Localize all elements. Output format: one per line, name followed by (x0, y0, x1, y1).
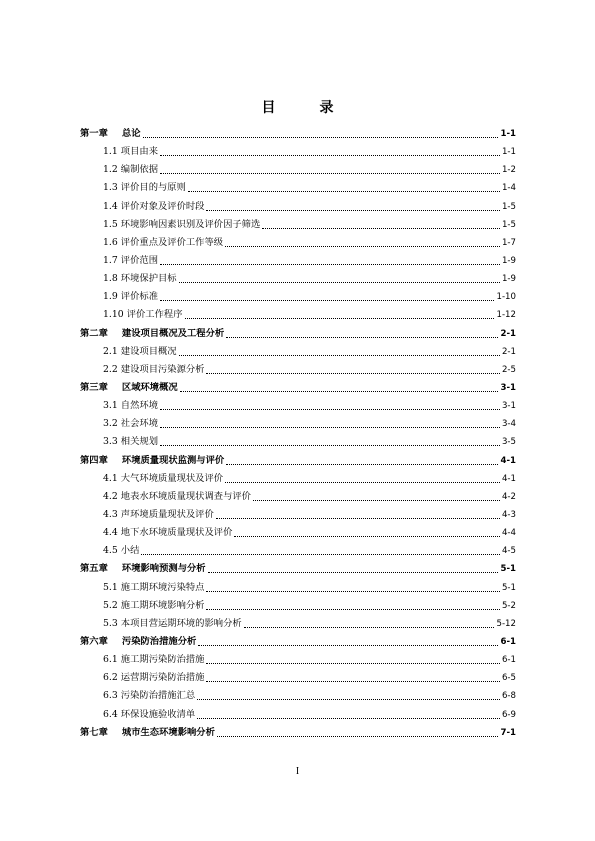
page-title (0, 97, 595, 117)
toc-entry-page: 1-7 (501, 237, 516, 248)
toc-entry-label: 社会环境 (120, 418, 158, 430)
toc-chapter-entry[interactable] (80, 125, 516, 143)
toc-entry-number: 6.1 (103, 654, 118, 666)
toc-entry-label: 污染防治措施汇总 (120, 690, 196, 702)
toc-entry-label: 编制依据 (120, 164, 158, 176)
toc-entry-page: 1-1 (500, 129, 516, 139)
toc-section-entry[interactable] (80, 397, 516, 415)
toc-entry-number: 3.2 (103, 418, 118, 430)
toc-entry-page: 4-4 (501, 528, 516, 539)
toc-entry-page: 3-5 (501, 437, 516, 448)
dot-leader (226, 329, 498, 339)
toc-section-entry[interactable] (80, 506, 516, 524)
dot-leader (160, 165, 500, 175)
dot-leader (244, 619, 495, 629)
dot-leader (197, 710, 500, 720)
toc-entry-label: 污染防治措施分析 (121, 635, 197, 647)
dot-leader (262, 220, 500, 230)
toc-entry-page: 5-2 (501, 600, 516, 611)
toc-entry-label: 施工期污染防治措施 (120, 654, 205, 666)
toc-section-entry[interactable] (80, 361, 516, 379)
toc-entry-label: 环境保护目标 (120, 273, 177, 285)
dot-leader (197, 691, 500, 701)
dot-leader (143, 129, 499, 139)
toc-entry-page: 1-12 (496, 310, 516, 321)
toc-section-entry[interactable] (80, 542, 516, 560)
dot-leader (141, 546, 500, 556)
dot-leader (253, 492, 500, 502)
toc-entry-number: 1.6 (103, 236, 118, 248)
dot-leader (206, 673, 499, 683)
dot-leader (185, 310, 495, 320)
dot-leader (216, 510, 500, 520)
toc-entry-page: 6-1 (500, 636, 516, 647)
toc-entry-number: 第三章 (80, 381, 108, 393)
dot-leader (206, 655, 499, 665)
table-of-contents (80, 125, 516, 742)
dot-leader (179, 347, 500, 357)
toc-entry-page: 2-1 (501, 346, 516, 357)
dot-leader (206, 365, 499, 375)
toc-section-entry[interactable] (80, 488, 516, 506)
dot-leader (206, 202, 499, 212)
toc-entry-label: 小结 (120, 545, 140, 557)
toc-entry-label: 建设项目概况 (120, 345, 177, 357)
toc-entry-label: 自然环境 (120, 400, 158, 412)
toc-entry-number: 第四章 (80, 454, 108, 466)
toc-entry-number: 1.4 (103, 200, 118, 212)
toc-section-entry[interactable] (80, 470, 516, 488)
toc-section-entry[interactable] (80, 433, 516, 451)
dot-leader (225, 474, 500, 484)
toc-entry-number: 2.2 (103, 363, 118, 375)
toc-entry-number: 5.2 (103, 599, 118, 611)
toc-entry-page: 6-9 (501, 709, 516, 720)
toc-entry-page: 1-5 (501, 219, 516, 230)
dot-leader (206, 601, 499, 611)
toc-section-entry[interactable] (80, 216, 516, 234)
toc-entry-label: 项目由来 (120, 146, 158, 158)
toc-entry-page: 1-9 (501, 255, 516, 266)
toc-section-entry[interactable] (80, 687, 516, 705)
toc-entry-page: 5-12 (496, 618, 516, 629)
toc-entry-label: 评价对象及评价时段 (120, 200, 205, 212)
toc-entry-label: 评价标准 (120, 291, 158, 303)
toc-entry-number: 1.9 (103, 291, 118, 303)
toc-entry-number: 2.1 (103, 345, 118, 357)
toc-section-entry[interactable] (80, 651, 516, 669)
dot-leader (160, 256, 500, 266)
toc-entry-page: 7-1 (500, 727, 516, 738)
toc-entry-number: 1.8 (103, 273, 118, 285)
toc-entry-label: 运营期污染防治措施 (120, 672, 205, 684)
toc-entry-label: 评价工作程序 (126, 309, 183, 321)
dot-leader (217, 728, 499, 738)
toc-chapter-entry[interactable] (80, 724, 516, 742)
toc-entry-label: 环保设施验收清单 (120, 708, 196, 720)
toc-chapter-entry[interactable] (80, 560, 516, 578)
toc-section-entry[interactable] (80, 706, 516, 724)
toc-entry-number: 第七章 (80, 726, 108, 738)
toc-entry-page: 2-5 (501, 364, 516, 375)
toc-entry-label: 评价重点及评价工作等级 (120, 236, 224, 248)
dot-leader (226, 456, 498, 466)
toc-entry-page: 4-1 (500, 455, 516, 466)
toc-entry-number: 3.3 (103, 436, 118, 448)
toc-section-entry[interactable] (80, 306, 516, 324)
toc-section-entry[interactable] (80, 143, 516, 161)
toc-entry-number: 第五章 (80, 563, 108, 575)
dot-leader (160, 419, 500, 429)
toc-entry-label: 地下水环境质量现状及评价 (120, 527, 233, 539)
toc-section-entry[interactable] (80, 179, 516, 197)
toc-entry-number: 1.2 (103, 164, 118, 176)
toc-entry-page: 3-1 (501, 401, 516, 412)
toc-section-entry[interactable] (80, 288, 516, 306)
toc-entry-label: 施工期环境污染特点 (120, 581, 205, 593)
dot-leader (198, 637, 498, 647)
toc-entry-page: 1-10 (496, 292, 516, 303)
toc-entry-page: 1-4 (501, 183, 516, 194)
toc-entry-number: 4.4 (103, 527, 118, 539)
toc-entry-number: 3.1 (103, 400, 118, 412)
toc-section-entry[interactable] (80, 615, 516, 633)
dot-leader (225, 238, 500, 248)
toc-section-entry[interactable] (80, 234, 516, 252)
dot-leader (160, 147, 500, 157)
toc-section-entry[interactable] (80, 161, 516, 179)
toc-entry-label: 大气环境质量现状及评价 (120, 472, 224, 484)
toc-chapter-entry[interactable] (80, 452, 516, 470)
toc-entry-page: 4-2 (501, 491, 516, 502)
toc-section-entry[interactable] (80, 198, 516, 216)
toc-entry-page: 1-2 (501, 165, 516, 176)
toc-section-entry[interactable] (80, 415, 516, 433)
toc-entry-number: 1.3 (103, 182, 118, 194)
dot-leader (160, 437, 500, 447)
toc-entry-label: 总论 (121, 128, 141, 139)
toc-entry-label: 评价目的与原则 (120, 182, 186, 194)
toc-entry-page: 4-1 (501, 473, 516, 484)
toc-entry-page: 3-4 (501, 419, 516, 430)
toc-entry-label: 环境影响预测与分析 (121, 563, 206, 575)
toc-entry-page: 6-5 (501, 673, 516, 684)
toc-entry-label: 本项目营运期环境的影响分析 (120, 617, 242, 629)
toc-entry-label: 地表水环境质量现状调查与评价 (120, 490, 251, 502)
toc-entry-label: 环境影响因素识别及评价因子筛选 (120, 218, 261, 230)
toc-section-entry[interactable] (80, 252, 516, 270)
toc-entry-page: 6-8 (501, 691, 516, 702)
toc-chapter-entry[interactable] (80, 379, 516, 397)
toc-entry-number: 第一章 (80, 128, 108, 139)
dot-leader (208, 564, 499, 574)
toc-entry-number: 第六章 (80, 635, 108, 647)
toc-entry-page: 5-1 (500, 564, 516, 575)
dot-leader (160, 292, 494, 302)
toc-section-entry[interactable] (80, 270, 516, 288)
page-number: I (295, 766, 300, 777)
toc-entry-number: 6.2 (103, 672, 118, 684)
dot-leader (206, 583, 499, 593)
toc-entry-number: 4.2 (103, 490, 118, 502)
toc-section-entry[interactable] (80, 597, 516, 615)
toc-entry-page: 3-1 (500, 382, 516, 393)
toc-entry-label: 城市生态环境影响分析 (121, 726, 215, 738)
dot-leader (188, 183, 500, 193)
toc-entry-number: 1.10 (103, 309, 124, 321)
toc-entry-number: 4.3 (103, 508, 118, 520)
toc-section-entry[interactable] (80, 524, 516, 542)
toc-section-entry[interactable] (80, 343, 516, 361)
toc-entry-page: 5-1 (501, 582, 516, 593)
title-char-1: 目 (261, 100, 276, 116)
dot-leader (180, 383, 499, 393)
toc-chapter-entry[interactable] (80, 325, 516, 343)
toc-entry-number: 第二章 (80, 327, 108, 339)
toc-section-entry[interactable] (80, 669, 516, 687)
toc-entry-number: 4.1 (103, 472, 118, 484)
toc-entry-label: 声环境质量现状及评价 (120, 508, 214, 520)
toc-entry-number: 1.7 (103, 254, 118, 266)
toc-entry-label: 区域环境概况 (121, 381, 178, 393)
toc-entry-page: 1-9 (501, 274, 516, 285)
title-char-2: 录 (319, 100, 334, 116)
toc-entry-page: 6-1 (501, 655, 516, 666)
dot-leader (160, 401, 500, 411)
toc-entry-label: 建设项目概况及工程分析 (121, 327, 225, 339)
toc-entry-number: 1.1 (103, 146, 118, 158)
toc-entry-number: 5.3 (103, 617, 118, 629)
toc-section-entry[interactable] (80, 579, 516, 597)
toc-entry-label: 评价范围 (120, 254, 158, 266)
toc-entry-label: 环境质量现状监测与评价 (121, 454, 225, 466)
toc-entry-label: 施工期环境影响分析 (120, 599, 205, 611)
dot-leader (234, 528, 500, 538)
toc-entry-number: 6.3 (103, 690, 118, 702)
toc-chapter-entry[interactable] (80, 633, 516, 651)
toc-entry-page: 4-3 (501, 509, 516, 520)
toc-entry-number: 4.5 (103, 545, 118, 557)
toc-entry-number: 6.4 (103, 708, 118, 720)
toc-entry-page: 4-5 (501, 546, 516, 557)
toc-entry-label: 相关规划 (120, 436, 158, 448)
toc-entry-label: 建设项目污染源分析 (120, 363, 205, 375)
toc-entry-number: 1.5 (103, 218, 118, 230)
toc-entry-number: 5.1 (103, 581, 118, 593)
dot-leader (179, 274, 500, 284)
toc-entry-page: 2-1 (500, 328, 516, 339)
toc-entry-page: 1-1 (501, 147, 516, 158)
toc-entry-page: 1-5 (501, 201, 516, 212)
